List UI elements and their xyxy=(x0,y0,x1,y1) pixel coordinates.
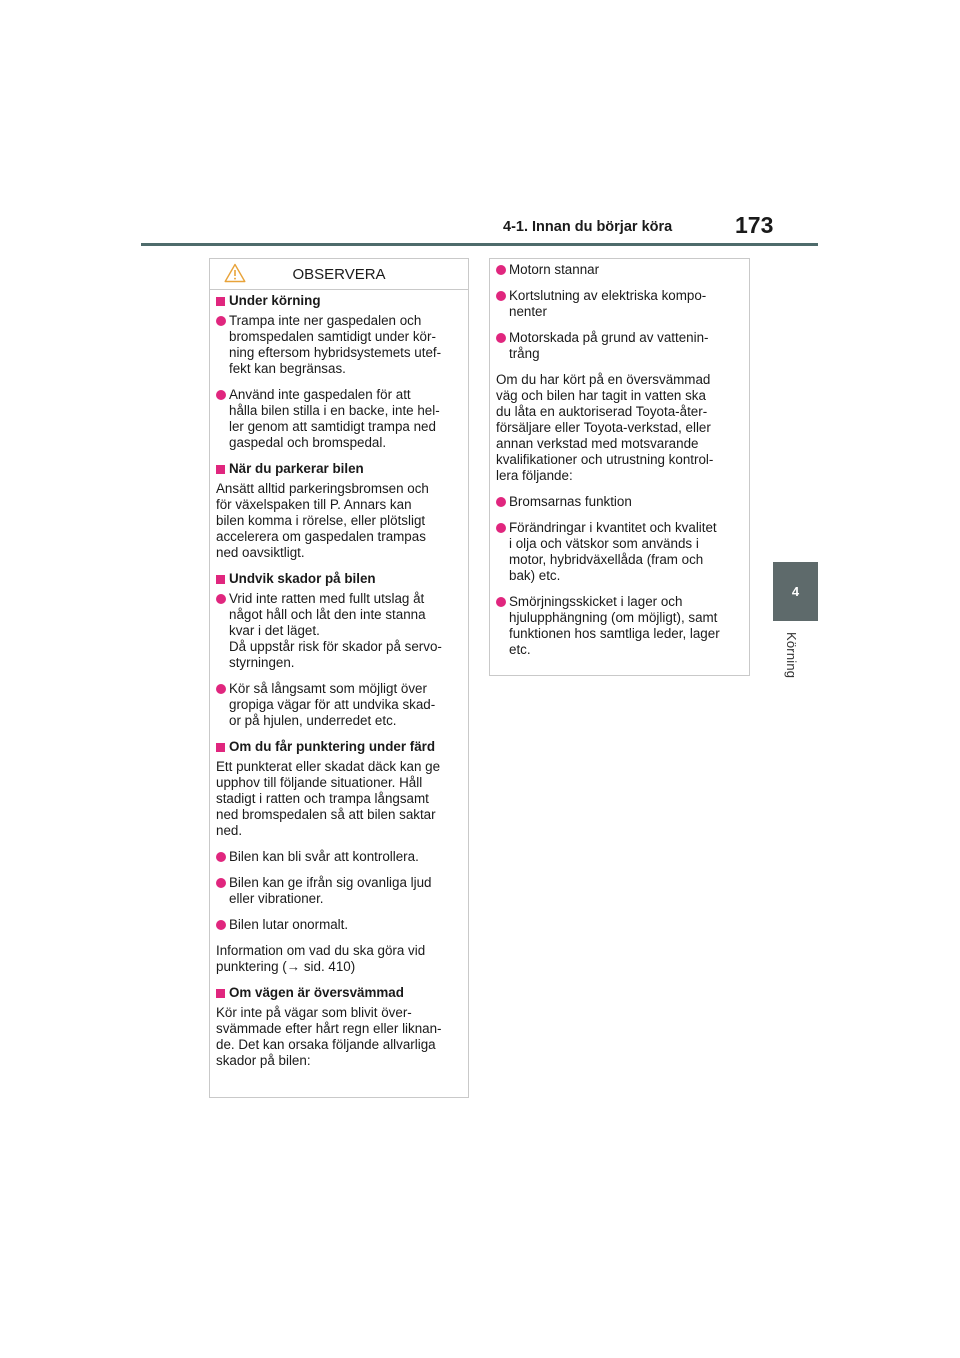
bullet-dot-icon xyxy=(496,265,506,275)
section-heading: Undvik skador på bilen xyxy=(216,571,462,587)
caution-box xyxy=(209,258,469,1098)
bullet-item: Kör så långsamt som möjligt över gropiga vägar för att undvika skad- or på hjulen, underredet etc. xyxy=(216,681,462,729)
bullet-dot-icon xyxy=(216,920,226,930)
bullet-dot-icon xyxy=(216,878,226,888)
bullet-dot-icon xyxy=(496,523,506,533)
bullet-item: Vrid inte ratten med fullt utslag åt något håll och låt den inte stanna kvar i det läget. Då uppstår risk för skador på servo- styrningen. xyxy=(216,591,462,671)
right-column-content xyxy=(490,259,749,658)
square-bullet-icon xyxy=(216,465,225,474)
bullet-dot-icon xyxy=(496,497,506,507)
bullet-dot-icon xyxy=(216,852,226,862)
left-column-content xyxy=(210,290,468,1069)
warning-triangle-icon xyxy=(224,263,246,287)
paragraph: Kör inte på vägar som blivit över- svämmade efter hårt regn eller liknan- de. Det kan orsaka följande allvarliga skador på bilen: xyxy=(216,1005,442,1068)
paragraph: Ansätt alltid parkeringsbromsen och för växelspaken till P. Annars kan bilen komma i rörelse, eller plötsligt accelerera om gaspedalen trampas ned oavsiktligt. xyxy=(216,481,429,560)
bullet-item: Bromsarnas funktion xyxy=(496,494,743,510)
square-bullet-icon xyxy=(216,989,225,998)
bullet-item: Kortslutning av elektriska kompo- nenter xyxy=(496,288,743,320)
bullet-dot-icon xyxy=(496,291,506,301)
bullet-dot-icon xyxy=(216,316,226,326)
section-heading: Under körning xyxy=(216,293,462,309)
bullet-item: Bilen kan bli svår att kontrollera. xyxy=(216,849,462,865)
caution-title: OBSERVERA xyxy=(292,265,386,283)
bullet-item: Bilen kan ge ifrån sig ovanliga ljud eller vibrationer. xyxy=(216,875,462,907)
section-heading: Om vägen är översvämmad xyxy=(216,985,462,1001)
section-heading: När du parkerar bilen xyxy=(216,461,462,477)
chapter-number: 4 xyxy=(791,584,800,599)
bullet-dot-icon xyxy=(496,597,506,607)
bullet-item: Smörjningsskicket i lager och hjulupphängning (om möjligt), samt funktionen hos samtliga leder, lager etc. xyxy=(496,594,743,658)
paragraph: Ett punkterat eller skadat däck kan ge upphov till följande situationer. Håll stadigt i ratten och trampa långsamt ned bromspedalen så att bilen saktar ned. xyxy=(216,759,441,838)
square-bullet-icon xyxy=(216,743,225,752)
page-number: 173 xyxy=(735,212,774,238)
bullet-item: Förändringar i kvantitet och kvalitet i olja och vätskor som används i motor, hybridväxellåda (fram och bak) etc. xyxy=(496,520,743,584)
bullet-item: Trampa inte ner gaspedalen och bromspedalen samtidigt under kör- ning eftersom hybridsystemets utef- fekt kan begränsas. xyxy=(216,313,462,377)
bullet-item: Motorn stannar xyxy=(496,262,743,278)
caution-box-continued xyxy=(489,258,750,676)
bullet-dot-icon xyxy=(216,684,226,694)
section-title: 4-1. Innan du börjar köra xyxy=(503,219,673,235)
page-reference[interactable]: Information om vad du ska göra vid punktering (→ sid. 410) xyxy=(216,943,426,974)
bullet-item: Använd inte gaspedalen för att hålla bilen stilla i en backe, inte hel- ler genom att samtidigt trampa ned gaspedal och bromspedal. xyxy=(216,387,462,451)
chapter-tab[interactable] xyxy=(773,562,818,621)
square-bullet-icon xyxy=(216,575,225,584)
bullet-item: Bilen lutar onormalt. xyxy=(216,917,462,933)
square-bullet-icon xyxy=(216,297,225,306)
bullet-item: Motorskada på grund av vattenin- trång xyxy=(496,330,743,362)
header-rule xyxy=(141,243,818,246)
bullet-dot-icon xyxy=(216,594,226,604)
paragraph: Om du har kört på en översvämmad väg och bilen har tagit in vatten ska du låta en auktoriserad Toyota-åter- försäljare eller Toyota-verkstad, eller annan verkstad med motsvarande kvalifikationer och utrustning kontrol- lera följande: xyxy=(496,372,714,483)
bullet-dot-icon xyxy=(496,333,506,343)
section-heading: Om du får punktering under färd xyxy=(216,739,462,755)
caution-header xyxy=(210,259,468,290)
chapter-label: Körning xyxy=(784,632,799,679)
bullet-dot-icon xyxy=(216,390,226,400)
